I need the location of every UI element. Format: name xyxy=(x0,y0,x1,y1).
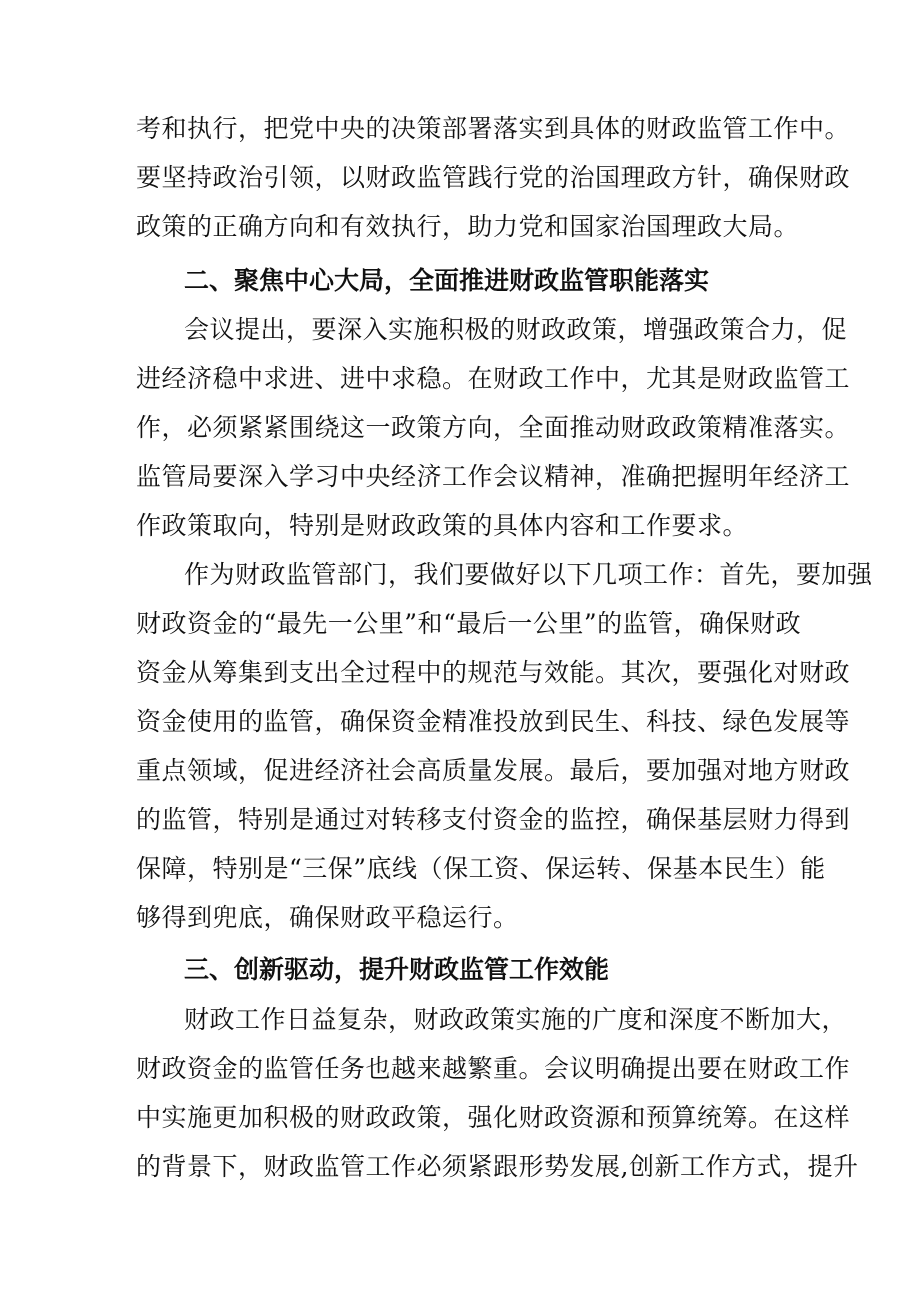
paragraph-line: 资金使用的监管，确保资金精准投放到民生、科技、绿色发展等 xyxy=(136,707,851,736)
paragraph-line: 够得到兜底，确保财政平稳运行。 xyxy=(136,903,519,932)
paragraph-line: 重点领域，促进经济社会高质量发展。最后，要加强对地方财政 xyxy=(136,756,851,785)
paragraph-line: 政策的正确方向和有效执行，助力党和国家治国理政大局。 xyxy=(136,212,800,241)
paragraph-line: 财政资金的监管任务也越来越繁重。会议明确提出要在财政工作 xyxy=(136,1054,851,1083)
paragraph-line: 的背景下，财政监管工作必须紧跟形势发展,创新工作方式，提升 xyxy=(136,1152,859,1181)
paragraph-line: 作政策取向，特别是财政政策的具体内容和工作要求。 xyxy=(136,511,749,540)
paragraph-line: 作，必须紧紧围绕这一政策方向，全面推动财政政策精准落实。 xyxy=(136,413,851,442)
paragraph-line: 财政工作日益复杂，财政政策实施的广度和深度不断加大， xyxy=(184,1005,848,1034)
section-heading-3: 三、创新驱动，提升财政监管工作效能 xyxy=(184,955,610,984)
paragraph-line: 考和执行，把党中央的决策部署落实到具体的财政监管工作中。 xyxy=(136,114,851,143)
paragraph-line: 会议提出，要深入实施积极的财政政策，增强政策合力，促 xyxy=(184,315,848,344)
paragraph-line: 监管局要深入学习中央经济工作会议精神，准确把握明年经济工 xyxy=(136,462,851,491)
paragraph-line: 作为财政监管部门，我们要做好以下几项工作：首先，要加强 xyxy=(184,560,873,589)
paragraph-line: 资金从筹集到支出全过程中的规范与效能。其次，要强化对财政 xyxy=(136,658,851,687)
paragraph-line: 要坚持政治引领，以财政监管践行党的治国理政方针，确保财政 xyxy=(136,163,851,192)
paragraph-line: 中实施更加积极的财政政策，强化财政资源和预算统筹。在这样 xyxy=(136,1103,851,1132)
paragraph-line: 的监管，特别是通过对转移支付资金的监控，确保基层财力得到 xyxy=(136,805,851,834)
paragraph-line: 保障，特别是“三保”底线（保工资、保运转、保基本民生）能 xyxy=(136,854,826,883)
section-heading-2: 二、聚焦中心大局，全面推进财政监管职能落实 xyxy=(184,266,710,295)
paragraph-line: 进经济稳中求进、进中求稳。在财政工作中，尤其是财政监管工 xyxy=(136,364,851,393)
paragraph-line: 财政资金的“最先一公里”和“最后一公里”的监管，确保财政 xyxy=(136,609,802,638)
